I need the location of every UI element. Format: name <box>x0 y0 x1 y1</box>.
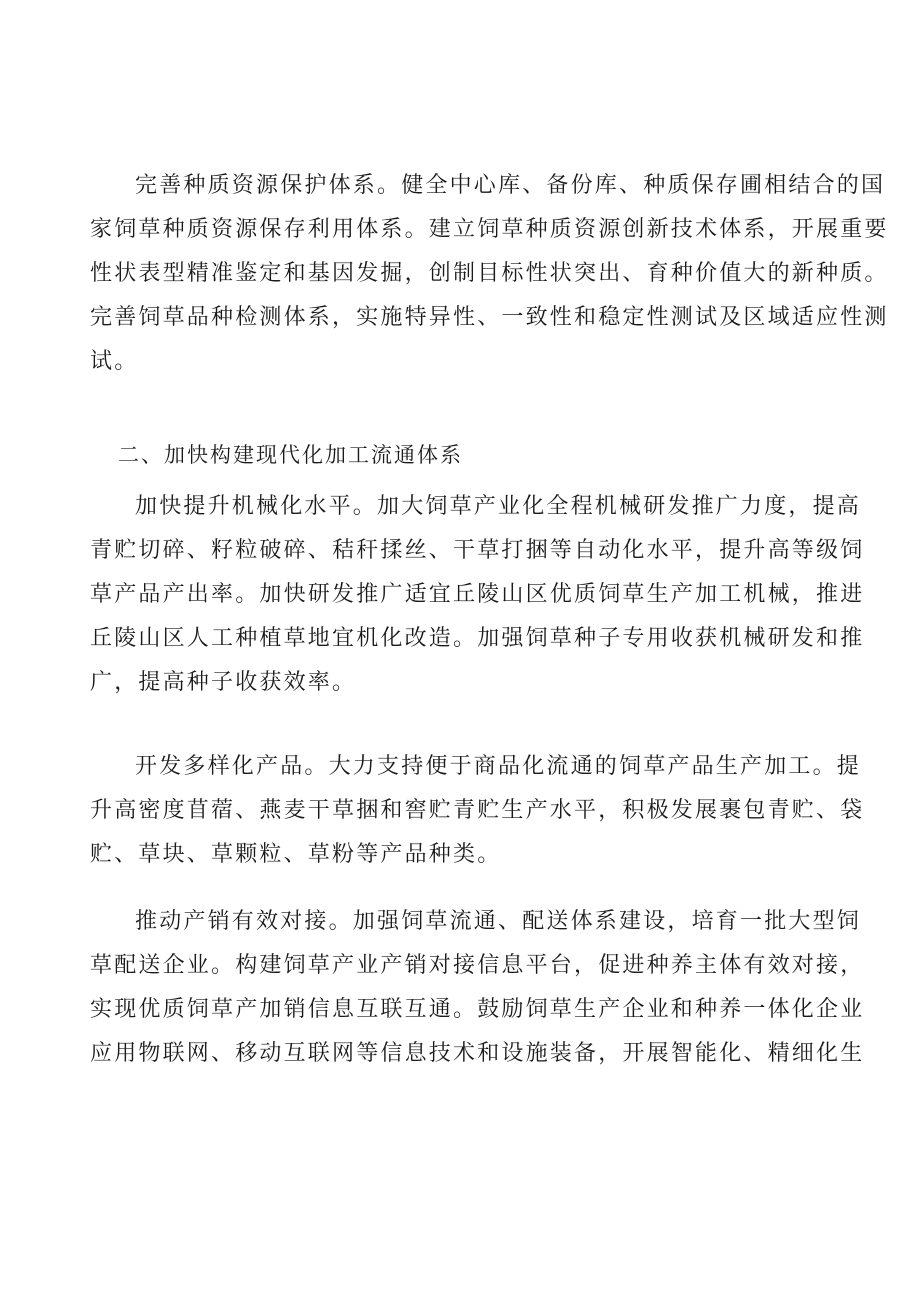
text-line: 广，提高种子收获效率。 <box>90 670 357 695</box>
text-line: 青贮切碎、籽粒破碎、秸秆揉丝、干草打捆等自动化水平，提升高等级饲 <box>90 538 865 563</box>
text-line: 贮、草块、草颗粒、草粉等产品种类。 <box>90 842 502 867</box>
text-line: 推动产销有效对接。加强饲草流通、配送体系建设，培育一批大型饲 <box>135 909 862 934</box>
paragraph-mechanization <box>90 485 864 705</box>
text-line: 完善种质资源保护体系。健全中心库、备份库、种质保存圃相结合的国 <box>135 173 886 198</box>
text-line: 家饲草种质资源保存利用体系。建立饲草种质资源创新技术体系，开展重要 <box>90 217 889 242</box>
text-line: 完善饲草品种检测体系，实施特异性、一致性和稳定性测试及区域适应性测 <box>90 305 889 330</box>
text-line: 草配送企业。构建饲草产业产销对接信息平台，促进种养主体有效对接， <box>90 953 865 978</box>
text-line: 丘陵山区人工种植草地宜机化改造。加强饲草种子专用收获机械研发和推 <box>90 626 865 651</box>
paragraph-production-marketing <box>90 900 864 1076</box>
text-line: 实现优质饲草产加销信息互联互通。鼓励饲草生产企业和种养一体化企业 <box>90 997 865 1022</box>
text-line: 性状表型精准鉴定和基因发掘，创制目标性状突出、育种价值大的新种质。 <box>90 261 889 286</box>
paragraph-diversified-products <box>90 745 864 877</box>
text-line: 开发多样化产品。大力支持便于商品化流通的饲草产品生产加工。提 <box>135 754 862 779</box>
text-line: 加快提升机械化水平。加大饲草产业化全程机械研发推广力度，提高 <box>135 494 862 519</box>
text-line: 试。 <box>90 349 139 374</box>
text-line: 草产品产出率。加快研发推广适宜丘陵山区优质饲草生产加工机械，推进 <box>90 582 865 607</box>
text-line: 升高密度苜蓿、燕麦干草捆和窖贮青贮生产水平，积极发展裹包青贮、袋 <box>90 798 865 823</box>
paragraph-germplasm-protection <box>90 164 889 384</box>
text-line: 应用物联网、移动互联网等信息技术和设施装备，开展智能化、精细化生 <box>90 1041 865 1066</box>
section-heading: 二、加快构建现代化加工流通体系 <box>118 443 463 467</box>
